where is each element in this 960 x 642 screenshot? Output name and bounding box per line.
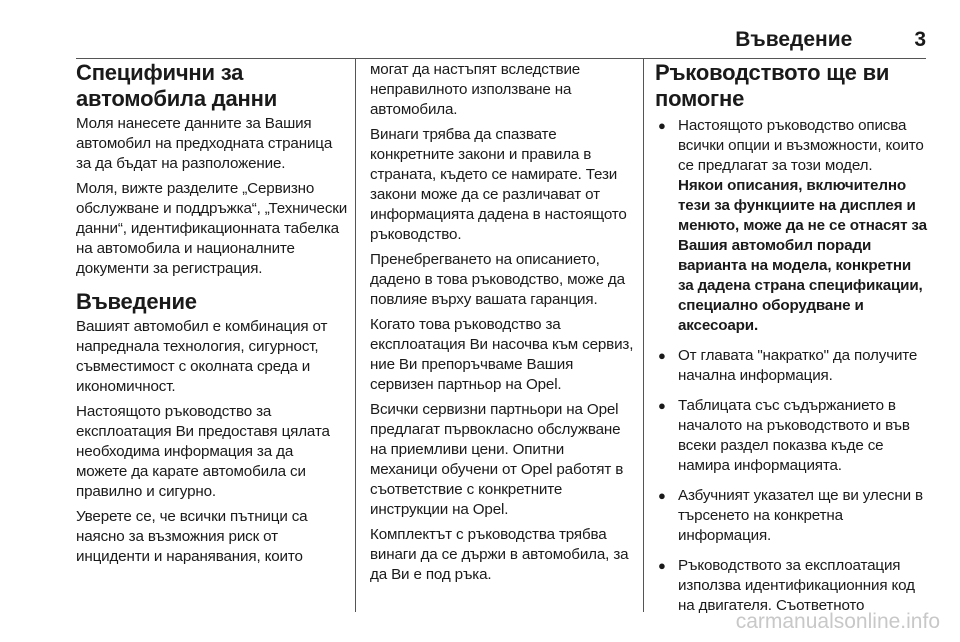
column-1 — [76, 60, 348, 572]
paragraph: Пренебрегването на описанието, дадено в това ръководство, може да повлияе върху вашата гаранция. — [370, 251, 625, 308]
list-item — [655, 486, 927, 546]
bullet-icon: ● — [658, 558, 666, 573]
bullet-icon: ● — [658, 398, 666, 413]
list-item — [655, 116, 927, 336]
bullet-list — [655, 116, 927, 616]
paragraph: Когато това ръководство за експлоатация Ви насочва към сервиз, ние Ви препоръчваме Вашия сервизен партньор на Opel. — [370, 316, 634, 393]
bullet-icon: ● — [658, 488, 666, 503]
list-item-text: От главата "накратко" да получите начална информация. — [678, 347, 918, 384]
paragraph: Всички сервизни партньори на Opel предлагат първокласно обслужване на приемливи цени. Опитни механици обучени от Opel работят в съответствие с конкретните инструкции на Opel. — [370, 401, 624, 518]
list-item-bold-note: Някои описания, включително тези за функциите на дисплея и менюто, може да не се отнасят за Вашия автомобил поради варианта на модела, конкретни за дадена страна спецификации, специално оборудване и аксесоари. — [678, 177, 927, 334]
paragraph: могат да настъпят вследствие неправилното използване на автомобила. — [370, 61, 581, 118]
section-heading-manual-help: Ръководството ще ви помогне — [655, 60, 890, 111]
paragraph: Настоящото ръководство за експлоатация Ви предоставя цялата необходима информация за да можете да карате автомобила си правилно и сигурно. — [76, 403, 330, 500]
list-item-text: Азбучният указател ще ви улесни в търсенето на конкретна информация. — [678, 487, 923, 544]
column-divider-2 — [643, 58, 644, 612]
section-heading-introduction: Въведение — [76, 289, 197, 314]
watermark: carmanualsonline.info — [735, 610, 940, 633]
paragraph: Комплектът с ръководства трябва винаги да се държи в автомобила, за да Ви е под ръка. — [370, 526, 629, 583]
paragraph: Моля нанесете данните за Вашия автомобил на предходната страница за да бъдат на разположение. — [76, 115, 333, 172]
header-rule — [76, 58, 926, 59]
paragraph: Вашият автомобил е комбинация от напреднала технология, сигурност, съвместимост с околната среда и икономичност. — [76, 318, 328, 395]
page-number: 3 — [914, 28, 926, 51]
list-item-text: Ръководството за експлоатация използва идентификационния код на двигателя. Съответното — [678, 557, 915, 614]
column-3 — [655, 60, 927, 626]
bullet-icon: ● — [658, 348, 666, 363]
column-divider-1 — [355, 58, 356, 612]
page-header — [735, 28, 926, 52]
list-item-text: Настоящото ръководство описва всички опции и възможности, които се предлагат за този модел. — [678, 117, 924, 174]
list-item — [655, 346, 927, 386]
bullet-icon: ● — [658, 118, 666, 133]
list-item — [655, 396, 927, 476]
paragraph: Моля, вижте разделите „Сервизно обслужване и поддръжка“, „Технически данни“, идентификационната табелка на автомобила и националните документи за регистрация. — [76, 180, 348, 277]
paragraph: Уверете се, че всички пътници са наясно за възможния риск от инциденти и наранявания, които — [76, 508, 308, 565]
section-heading-vehicle-data: Специфични за автомобила данни — [76, 60, 278, 111]
list-item-text: Таблицата със съдържанието в началото на ръководството и във всеки раздел показва къде се намира информацията. — [678, 397, 910, 474]
list-item — [655, 556, 927, 616]
column-2 — [370, 60, 634, 590]
paragraph: Винаги трябва да спазвате конкретните закони и правила в страната, където се намирате. Тези закони може да се различават от информацията дадена в настоящото ръководство. — [370, 126, 627, 243]
running-title: Въведение — [735, 28, 853, 51]
